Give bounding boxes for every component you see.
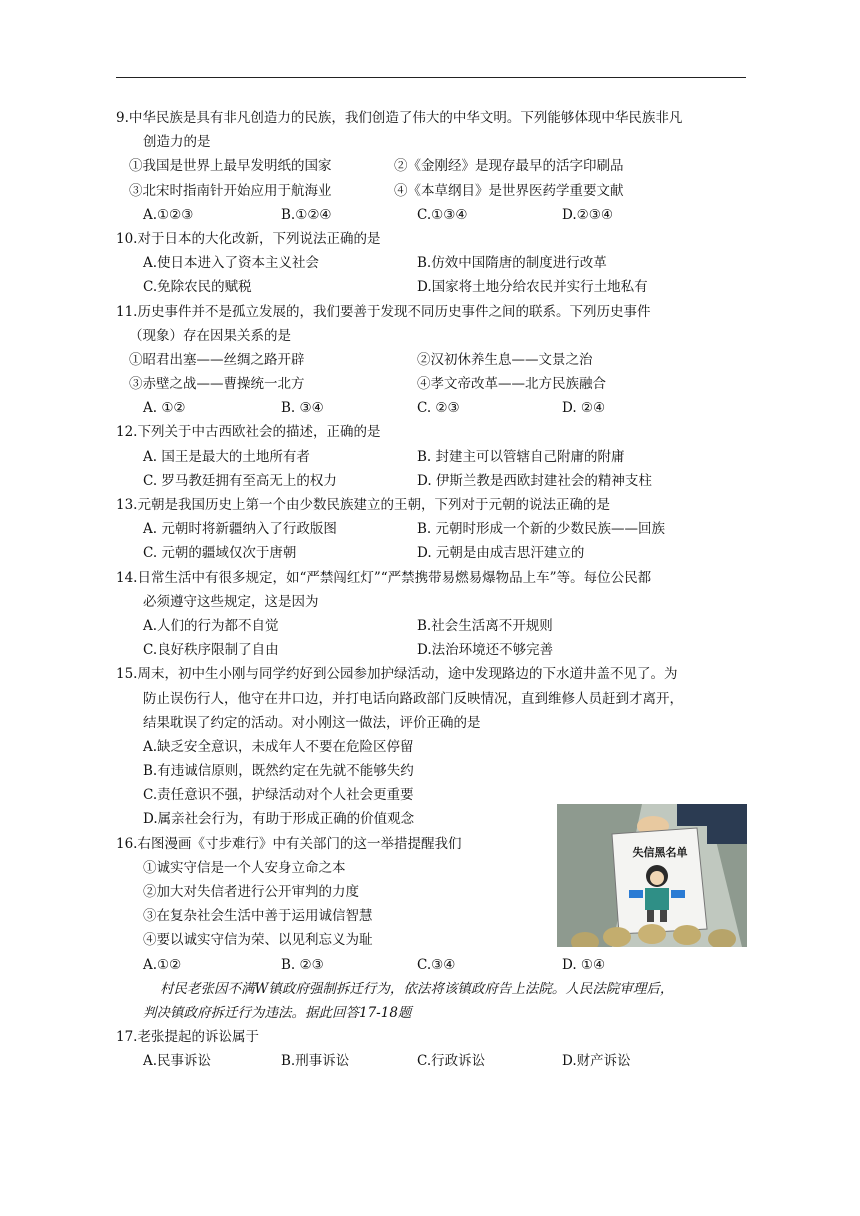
q16-stem: 16.右图漫画《寸步难行》中有关部门的这一举措提醒我们 [116,835,462,852]
q16-statement-1: ①诚实守信是一个人安身立命之本 [143,859,346,876]
q14-option-d[interactable]: D.法治环境还不够完善 [417,642,554,659]
q14-option-c[interactable]: C.良好秩序限制了自由 [143,642,279,659]
cartoon-illustration [557,804,747,947]
q15-option-c[interactable]: C.责任意识不强，护绿活动对个人社会更重要 [143,787,414,804]
figure-face [650,871,664,885]
poster-title: 失信黑名单 [632,846,688,859]
q9-statements-row1 [116,154,756,178]
q9-statement-1: ①我国是世界上最早发明纸的国家 [129,158,332,175]
figure-leg-right [660,910,667,922]
q13-option-c[interactable]: C. 元朝的疆域仅次于唐朝 [143,545,297,562]
q10-options-row1 [116,251,756,275]
q9-stem-line1: 9.中华民族是具有非凡创造力的民族，我们创造了伟大的中华文明。下列能够体现中华民族非凡 [116,110,683,126]
material-line1: 村民老张因不满W镇政府强制拆迁行为，依法将该镇政府告上法院。人民法院审理后， [160,980,674,997]
audience-head-4 [673,925,701,945]
q9-statements-row2 [116,179,756,203]
shackle-left [629,890,643,898]
q12-option-d[interactable]: D. 伊斯兰教是西欧封建社会的精神支柱 [417,472,652,489]
q16-option-c[interactable]: C.③④ [417,956,456,973]
q14-options-row2 [116,638,756,662]
q9-options [116,203,756,227]
q16-statement-2: ②加大对失信者进行公开审判的力度 [143,884,359,900]
q11-statement-2: ②汉初休养生息——文景之治 [417,351,593,368]
q10-options-row2 [116,275,756,299]
q14-options-row1 [116,614,756,638]
q17-option-a[interactable]: A.民事诉讼 [143,1053,212,1070]
q12-option-c[interactable]: C. 罗马教廷拥有至高无上的权力 [143,472,337,489]
q12-stem: 12.下列关于中古西欧社会的描述，正确的是 [116,424,381,441]
q11-option-b[interactable]: B. ③④ [281,400,324,417]
q9-option-b[interactable]: B.①②④ [281,206,332,223]
q11-option-d[interactable]: D. ②④ [562,400,606,417]
q17-option-d[interactable]: D.财产诉讼 [562,1053,631,1070]
q16-option-d[interactable]: D. ①④ [562,956,606,973]
q15-option-a[interactable]: A.缺乏安全意识，未成年人不要在危险区停留 [143,738,414,755]
q15-option-d[interactable]: D.属亲社会行为，有助于形成正确的价值观念 [143,811,415,828]
q16-statement-3: ③在复杂社会生活中善于运用诚信智慧 [143,908,373,925]
q11-statement-1: ①昭君出塞——丝绸之路开辟 [129,351,305,368]
q17-option-c[interactable]: C.行政诉讼 [417,1053,486,1070]
q10-option-a[interactable]: A.使日本进入了资本主义社会 [143,255,320,272]
q11-statements-row2 [116,372,756,396]
figure-leg-left [647,910,654,922]
q9-option-a[interactable]: A.①②③ [143,206,194,223]
q11-options [116,396,756,420]
q10-option-b[interactable]: B.仿效中国隋唐的制度进行改革 [417,255,607,272]
q16-option-a[interactable]: A.①② [143,956,182,973]
q9-stem-line2: 创造力的是 [143,134,211,151]
q15-stem-line1: 15.周末，初中生小刚与同学约好到公园参加护绿活动，途中发现路边的下水道井盖不见了。为 [116,666,678,683]
audience-head-2 [603,927,631,947]
q15-stem-line3: 结果耽误了约定的活动。对小刚这一做法，评价正确的是 [143,714,481,731]
q11-statements-row1 [116,348,756,372]
q10-option-c[interactable]: C.免除农民的赋税 [143,279,252,296]
q11-statement-4: ④孝文帝改革——北方民族融合 [417,376,606,393]
q14-stem-line2: 必须遵守这些规定，这是因为 [143,593,319,610]
q13-option-b[interactable]: B. 元朝时形成一个新的少数民族——回族 [417,521,666,538]
q10-option-d[interactable]: D.国家将土地分给农民并实行土地私有 [417,279,648,296]
figure-body [645,888,669,910]
q12-options-row2 [116,469,756,493]
q14-option-a[interactable]: A.人们的行为都不自觉 [143,617,279,634]
q13-options-row1 [116,517,756,541]
sleeve-arm [707,804,747,844]
q11-stem-line1: 11.历史事件并不是孤立发展的，我们要善于发现不同历史事件之间的联系。下列历史事件 [116,303,651,320]
header-rule [116,77,746,78]
q17-options [116,1049,756,1073]
q11-option-c[interactable]: C. ②③ [417,400,460,417]
q11-option-a[interactable]: A. ①② [143,400,186,417]
q15-stem-line2: 防止误伤行人，他守在井口边，并打电话向路政部门反映情况，直到维修人员赶到才离开， [143,690,683,707]
q13-stem: 13.元朝是我国历史上第一个由少数民族建立的王朝，下列对于元朝的说法正确的是 [116,497,610,513]
q9-option-c[interactable]: C.①③④ [417,206,468,223]
shackle-right [671,890,685,898]
q17-stem: 17.老张提起的诉讼属于 [116,1029,259,1046]
q10-stem: 10.对于日本的大化改新，下列说法正确的是 [116,230,381,247]
q16-option-b[interactable]: B. ②③ [281,956,324,973]
q11-stem-line2: （现象）存在因果关系的是 [129,327,291,344]
q9-statement-2: ②《金刚经》是现存最早的活字印刷品 [394,158,624,175]
q9-option-d[interactable]: D.②③④ [562,206,613,223]
q13-option-d[interactable]: D. 元朝是由成吉思汗建立的 [417,545,585,562]
q9-statement-4: ④《本草纲目》是世界医药学重要文献 [394,182,624,199]
q17-option-b[interactable]: B.刑事诉讼 [281,1053,350,1070]
material-line2: 判决镇政府拆迁行为违法。据此回答17-18题 [143,1004,412,1021]
q11-statement-3: ③赤壁之战——曹操统一北方 [129,376,305,393]
audience-head-3 [638,924,666,944]
q15-option-b[interactable]: B.有违诚信原则，既然约定在先就不能够失约 [143,763,414,780]
q12-option-a[interactable]: A. 国王是最大的土地所有者 [143,448,310,465]
q16-statement-4: ④要以诚实守信为荣、以见利忘义为耻 [143,932,373,949]
q14-stem-line1: 14.日常生活中有很多规定，如“严禁闯红灯”“严禁携带易燃易爆物品上车”等。每位公民都 [116,569,652,586]
q12-option-b[interactable]: B. 封建主可以管辖自己附庸的附庸 [417,448,625,465]
q13-option-a[interactable]: A. 元朝时将新疆纳入了行政版图 [143,521,337,538]
q14-option-b[interactable]: B.社会生活离不开规则 [417,617,553,634]
q12-options-row1 [116,445,756,469]
q13-options-row2 [116,541,756,565]
q16-options [116,953,756,977]
q9-statement-3: ③北宋时指南针开始应用于航海业 [129,182,332,199]
